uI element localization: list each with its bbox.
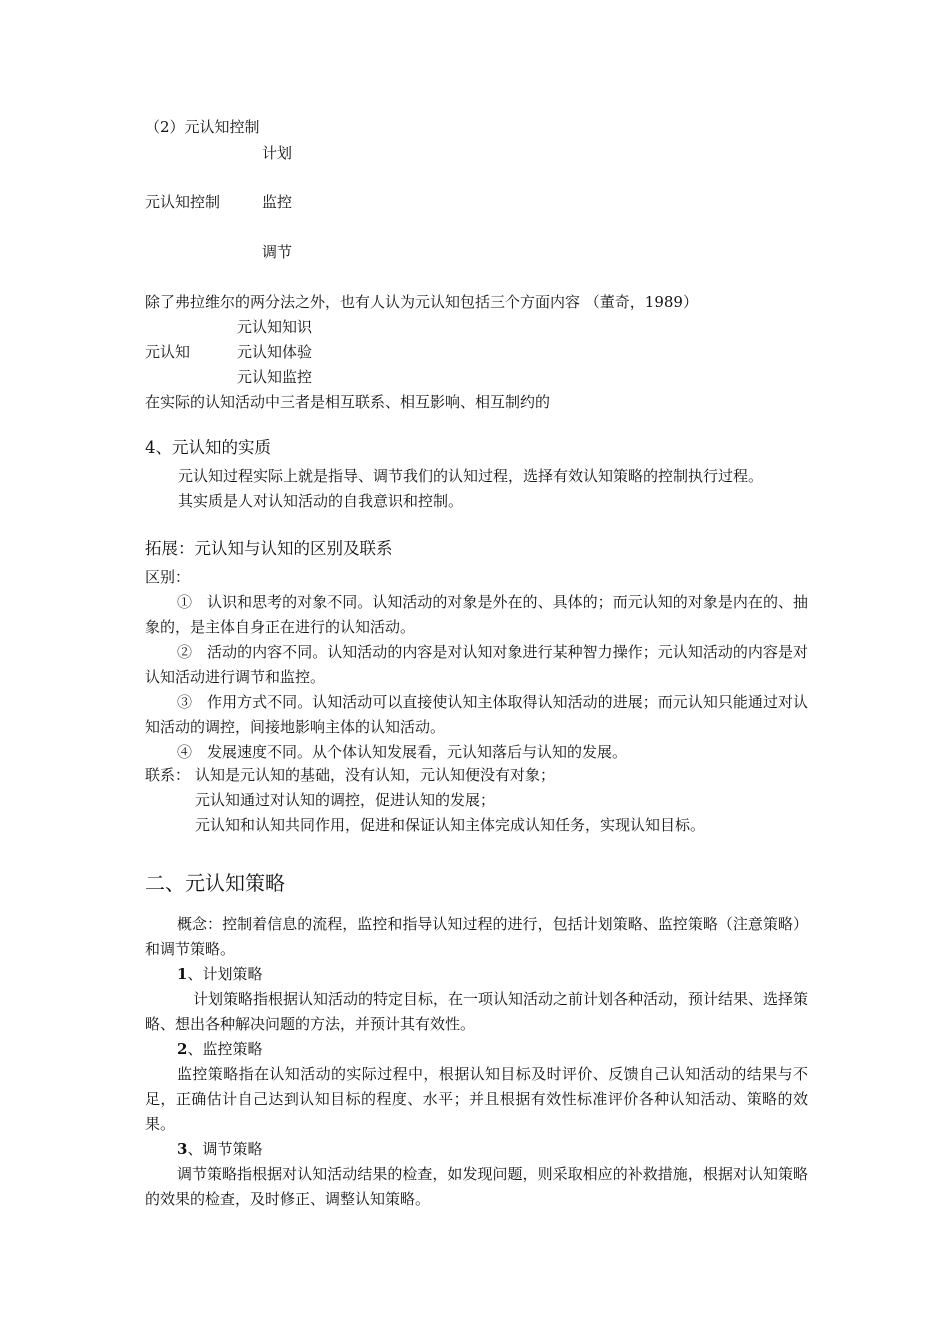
diff-item: ③ 作用方式不同。认知活动可以直接使认知主体取得认知活动的进展；而元认知只能通过对认知活动的调控，间接地影响主体的认知活动。 [145,693,808,736]
strategy-concept: 概念：控制着信息的流程，监控和指导认知过程的进行，包括计划策略、监控策略（注意策略）和调节策略。 [145,915,808,958]
diff-item: ④ 发展速度不同。从个体认知发展看，元认知落后与认知的发展。 [177,743,628,761]
three-aspects-intro: 除了弗拉维尔的两分法之外，也有人认为元认知包括三个方面内容 （董奇，1989） [145,293,698,311]
diff-label: 区别： [145,568,191,586]
aspect-monitoring: 元认知监控 [237,368,313,386]
control-item-adjust: 调节 [262,243,293,261]
strategy-heading: 二、元认知策略 [145,871,285,895]
control-item-monitor: 监控 [262,193,293,211]
diff-item: ① 认识和思考的对象不同。认知活动的对象是外在的、具体的；而元认知的对象是内在的、抽象的，是主体自身正在进行的认知活动。 [145,593,808,636]
control-center-label: 元认知控制 [145,193,221,211]
section-number: 3 [177,1140,188,1158]
strategy-section-title [145,962,808,987]
essence-line-2: 其实质是人对认知活动的自我意识和控制。 [178,492,464,510]
section-title: 、计划策略 [187,965,263,983]
essence-heading: 4、元认知的实质 [145,438,271,457]
link-item: 元认知通过对认知的调控，促进认知的发展； [195,791,496,809]
link-label: 联系： [145,766,191,784]
link-item: 认知是元认知的基础，没有认知，元认知便没有对象； [195,766,556,784]
aspects-center-label: 元认知 [145,343,191,361]
link-item: 元认知和认知共同作用，促进和保证认知主体完成认知任务，实现认知目标。 [195,816,706,834]
extension-heading: 拓展：元认知与认知的区别及联系 [145,539,393,558]
aspect-experience: 元认知体验 [237,343,313,361]
control-heading: （2）元认知控制 [145,118,260,136]
strategy-section-title [145,1137,808,1162]
essence-line-1: 元认知过程实际上就是指导、调节我们的认知过程，选择有效认知策略的控制执行过程。 [178,467,764,485]
section-title: 、监控策略 [187,1040,263,1058]
control-item-plan: 计划 [262,144,293,162]
section-number: 1 [177,965,188,983]
aspect-knowledge: 元认知知识 [237,318,313,336]
strategy-body [145,912,808,1212]
aspects-note: 在实际的认知活动中三者是相互联系、相互影响、相互制约的 [145,393,551,411]
strategy-section-text: 计划策略指根据认知活动的特定目标，在一项认知活动之前计划各种活动，预计结果、选择策略、想出各种解决问题的方法，并预计其有效性。 [145,990,809,1033]
strategy-section-title [145,1037,808,1062]
section-title: 、调节策略 [187,1140,263,1158]
section-number: 2 [177,1040,188,1058]
strategy-section-text: 监控策略指在认知活动的实际过程中，根据认知目标及时评价、反馈自己认知活动的结果与不足，正确估计自己达到认知目标的程度、水平；并且根据有效性标准评价各种认知活动、策略的效果。 [145,1065,808,1133]
diff-list [145,590,808,765]
strategy-section-text: 调节策略指根据对认知活动结果的检查，如发现问题，则采取相应的补救措施，根据对认知策略的效果的检查，及时修正、调整认知策略。 [145,1165,808,1208]
diff-item: ② 活动的内容不同。认知活动的内容是对认知对象进行某种智力操作；元认知活动的内容是对认知活动进行调节和监控。 [145,643,808,686]
